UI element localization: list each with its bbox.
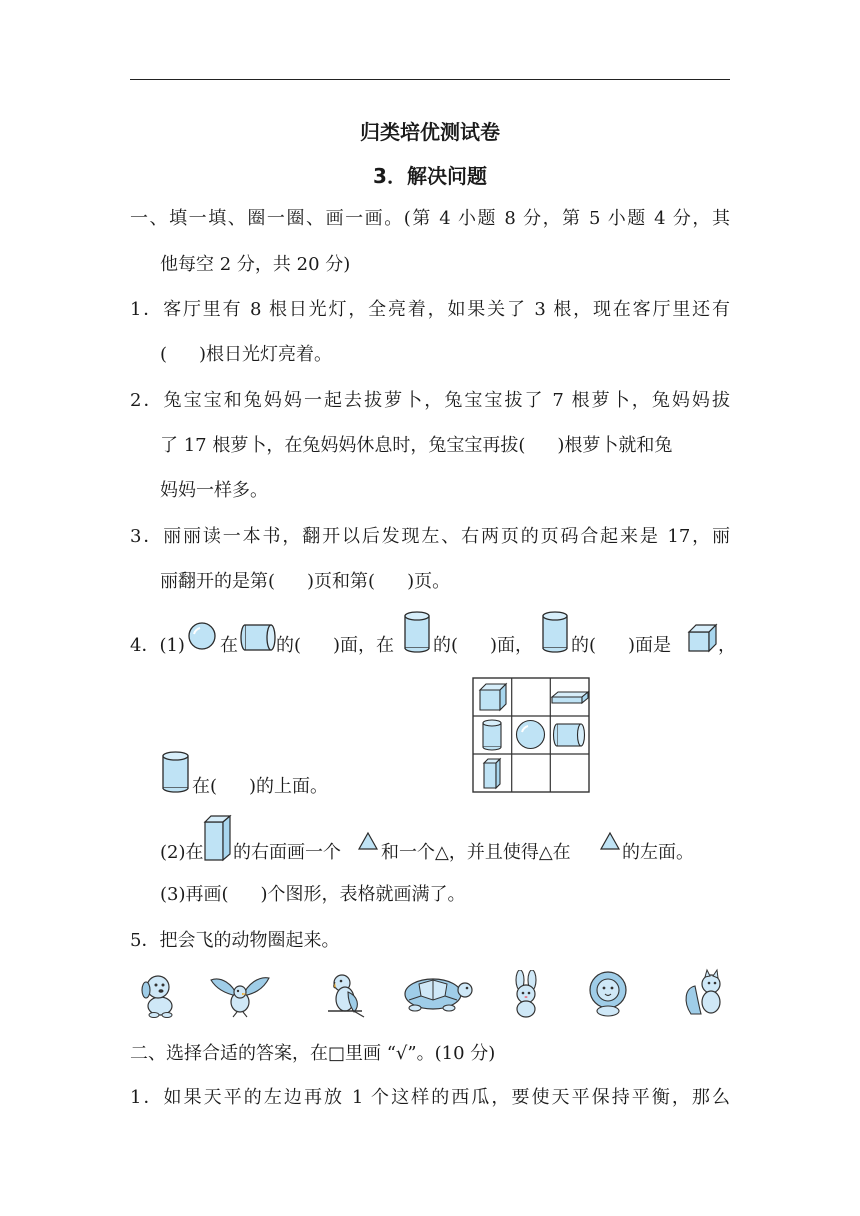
q4-p2-text-d: 的左面。 — [622, 842, 694, 863]
q4-p2-text-b: 的右面画一个 — [233, 842, 341, 863]
q4-p2-text-a: (2)在 — [160, 842, 204, 863]
section1-heading-line2: 他每空 2 分，共 20 分) — [160, 254, 351, 275]
q3-line2: 丽翻开的是第( )页和第( )页。 — [160, 571, 451, 592]
dog-icon[interactable] — [136, 970, 182, 1018]
triangle-icon — [599, 831, 621, 851]
q4-text-1: 的( )面，在 — [276, 635, 395, 656]
tall-cuboid-icon — [203, 814, 233, 862]
q5-text: 5．把会飞的动物圈起来。 — [130, 930, 340, 951]
q2-line3: 妈妈一样多。 — [160, 480, 268, 501]
grid-cylinder-standing-icon — [483, 720, 501, 750]
top-rule — [130, 79, 730, 80]
cube-icon — [686, 623, 720, 653]
grid-tall-cuboid-icon — [484, 759, 500, 788]
lion-icon[interactable] — [583, 968, 633, 1018]
q4-p2-text-c: 和一个△，并且使得△在 — [381, 842, 571, 863]
q4-text-3: 的( )面是 — [571, 635, 672, 656]
section2-heading: 二、选择合适的答案，在□里画 “√”。(10 分) — [130, 1043, 496, 1064]
cylinder-standing-icon — [161, 751, 191, 793]
turtle-icon[interactable] — [399, 970, 475, 1016]
sphere-icon — [186, 620, 218, 652]
q4-p3: (3)再画( )个图形，表格就画满了。 — [160, 884, 466, 905]
grid-cube-icon — [480, 684, 506, 710]
cylinder-standing-icon — [541, 611, 569, 653]
q2-line1: 2．兔宝宝和兔妈妈一起去拔萝卜，兔宝宝拔了 7 根萝卜，兔妈妈拔 — [130, 390, 730, 411]
q1-line1: 1．客厅里有 8 根日光灯，全亮着，如果关了 3 根，现在客厅里还有 — [130, 299, 730, 320]
q2-line2: 了 17 根萝卜，在兔妈妈休息时，兔宝宝再拔( )根萝卜就和兔 — [160, 435, 673, 456]
grid-cylinder-lying-icon — [554, 724, 585, 746]
q4-text-2: 的( )面， — [433, 635, 534, 656]
q4-num: 4．(1) — [130, 635, 185, 656]
page-subtitle: 3．解决问题 — [373, 164, 487, 188]
squirrel-icon[interactable] — [683, 968, 729, 1018]
bird-icon[interactable] — [207, 972, 273, 1018]
triangle-icon — [357, 831, 379, 851]
q1-line2: ( )根日光灯亮着。 — [160, 344, 333, 365]
cylinder-lying-icon — [240, 622, 276, 654]
rabbit-icon[interactable] — [506, 970, 546, 1018]
section2-q1-line1: 1．如果天平的左边再放 1 个这样的西瓜，要使天平保持平衡，那么 — [130, 1087, 730, 1108]
parrot-icon[interactable] — [322, 970, 368, 1018]
q4-line2: 在( )的上面。 — [192, 776, 329, 797]
grid-flat-cuboid-icon — [552, 692, 588, 703]
cylinder-standing-icon — [403, 611, 431, 653]
page-title: 归类培优测试卷 — [360, 120, 500, 144]
section1-heading-line1: 一、填一填、圈一圈、画一画。(第 4 小题 8 分，第 5 小题 4 分，其 — [130, 208, 730, 229]
q4-text-zai: 在 — [220, 635, 238, 656]
q3-line1: 3．丽丽读一本书，翻开以后发现左、右两页的页码合起来是 17，丽 — [130, 526, 730, 547]
grid-sphere-icon — [517, 721, 545, 749]
shape-grid — [472, 677, 590, 793]
q4-comma: ， — [718, 635, 736, 656]
